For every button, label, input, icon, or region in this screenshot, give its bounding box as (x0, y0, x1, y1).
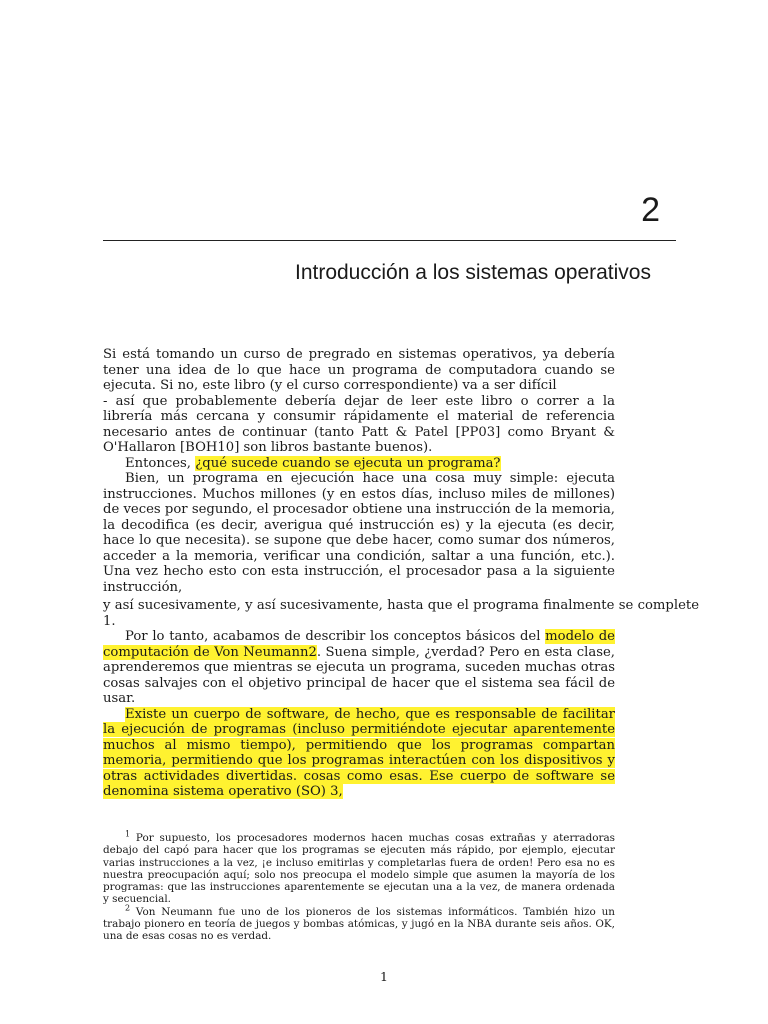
footnotes (103, 829, 615, 943)
footnote-1-mark: 1 (125, 829, 131, 839)
paragraph-1b: - así que probablemente debería dejar de leer este libro o correr a la librería más cercana y consumir rápidamente el material de referencia necesario antes de continuar (tanto Patt & Patel [PP03] como Bryant & O'Hallaron [BOH10] son libros bastante buenos). (103, 393, 615, 455)
body-text (103, 347, 699, 800)
paragraph-5 (103, 629, 615, 707)
paragraph-2-lead: Entonces, (125, 455, 196, 471)
paragraph-6 (103, 707, 615, 800)
paragraph-5-rest: . Suena simple, ¿verdad? Pero en esta clase, aprenderemos que mientras se ejecuta un programa, suceden muchas otras cosas salvajes con el objetivo principal de hacer que el sistema sea fácil de usar. (103, 644, 615, 706)
highlight-question: ¿qué sucede cuando se ejecuta un programa? (195, 455, 501, 471)
paragraph-1a: Si está tomando un curso de pregrado en sistemas operativos, ya debería tener una idea de lo que hace un programa de computadora cuando se ejecuta. Si no, este libro (y el curso correspondiente) va a ser difícil (103, 347, 615, 393)
highlight-os-definition: Existe un cuerpo de software, de hecho, que es responsable de facilitar la ejecución de programas (incluso permitiéndote ejecutar aparentemente muchos al mismo tiempo), permitiendo que los programas compartan memoria, permitiendo que los programas interactúen con los dispositivos y otras actividades divertidas. cosas como esas. Ese cuerpo de software se denomina sistema operativo (SO) 3, (103, 706, 615, 799)
paragraph-5-lead: Por lo tanto, acabamos de describir los conceptos básicos del (125, 629, 546, 644)
chapter-number: 2 (641, 191, 660, 229)
footnote-2-text: Von Neumann fue uno de los pioneros de los sistemas informáticos. También hizo un trabajo pionero en teoría de juegos y bombas atómicas, y jugó en la NBA durante seis años. OK, una de esas cosas no es verdad. (103, 905, 615, 943)
footnote-1-text: Por supuesto, los procesadores modernos hacen muchas cosas extrañas y aterradoras debajo del capó para hacer que los programas se ejecuten más rápido, por ejemplo, ejecutar varias instrucciones a la vez, ¡e incluso emitirlas y completarlas fuera de orden! Pero esa no es nuestra preocupación aquí; solo nos preocupa el modelo simple que asumen la mayoría de los programas: que las instrucciones aparentemente se ejecutan una a la vez, de manera ordenada y secuencial. (103, 832, 615, 906)
chapter-title: Introducción a los sistemas operativos (294, 261, 651, 284)
paragraph-4: y así sucesivamente, y así sucesivamente, hasta que el programa finalmente se complete 1. (103, 598, 699, 629)
footnote-2-mark: 2 (125, 903, 131, 913)
footnote-2 (103, 903, 615, 943)
page-number: 1 (380, 969, 388, 984)
highlight-von-neumann: modelo de computación de Von Neumann2 (103, 629, 615, 660)
chapter-rule (103, 240, 676, 241)
paragraph-2 (103, 456, 615, 472)
paragraph-3: Bien, un programa en ejecución hace una cosa muy simple: ejecuta instrucciones. Muchos millones (y en estos días, incluso miles de millones) de veces por segundo, el procesador obtiene una instrucción de la memoria, la decodifica (es decir, averigua qué instrucción es) y la ejecuta (es decir, hace lo que necesita). se supone que debe hacer, como sumar dos números, acceder a la memoria, verificar una condición, saltar a una función, etc.). Una vez hecho esto con esta instrucción, el procesador pasa a la siguiente instrucción, (103, 471, 615, 595)
footnote-1 (103, 829, 615, 906)
